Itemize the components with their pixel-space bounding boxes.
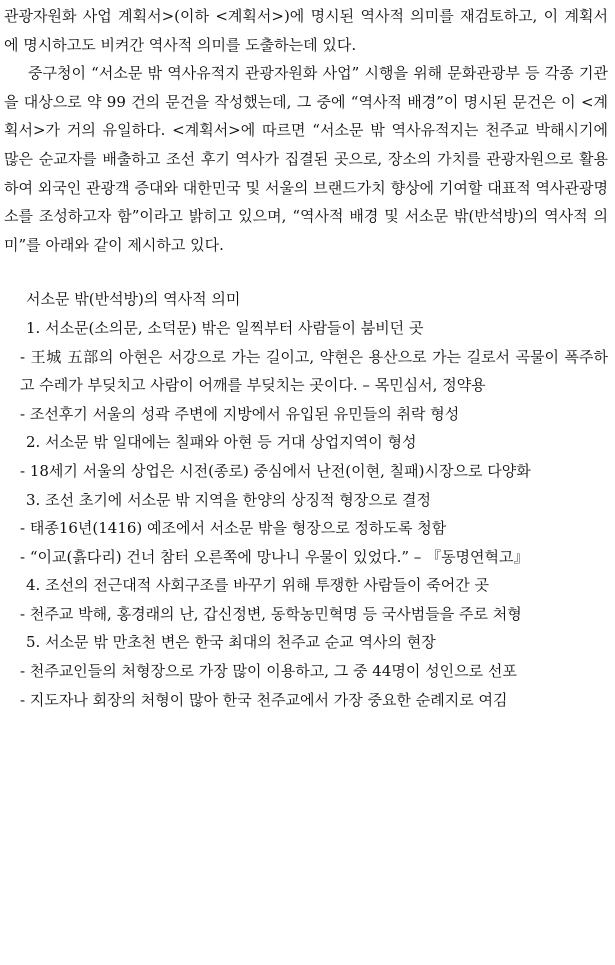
item-3-detail-1: - 태종16년(1416) 예조에서 서소문 밖을 형장으로 정하도록 청함 <box>20 519 447 538</box>
item-3-title: 3. 조선 초기에 서소문 밖 지역을 한양의 상징적 형장으로 결정 <box>26 490 431 509</box>
item-1-detail-2: - 조선후기 서울의 성곽 주변에 지방에서 유입된 유민들의 취락 형성 <box>20 404 460 423</box>
section-heading: 서소문 밖(반석방)의 역사적 의미 <box>26 290 241 309</box>
item-4-detail-1: - 천주교 박해, 홍경래의 난, 갑신정변, 동학농민혁명 등 국사범들을 주로 처형 <box>20 604 522 623</box>
item-5-detail-2: - 지도자나 회장의 처형이 많아 한국 천주교에서 가장 중요한 순례지로 여김 <box>20 690 508 709</box>
item-2-title: 2. 서소문 밖 일대에는 칠패와 아현 등 거대 상업지역이 형성 <box>26 433 417 452</box>
item-1-detail-1: - 王城 五部의 아현은 서강으로 가는 길이고, 약현은 용산으로 가는 길로서 곡물이 폭주하고 수레가 부딪치고 사람이 어깨를 부딪치는 곳이다. – 목민심서, 정약용 <box>20 347 608 395</box>
item-5-title: 5. 서소문 밖 만초천 변은 한국 최대의 천주교 순교 역사의 현장 <box>26 633 436 652</box>
background-paragraph: 중구청이 “서소문 밖 역사유적지 관광자원화 사업” 시행을 위해 문화관광부 등 각종 기관을 대상으로 약 99 건의 문건을 작성했는데, 그 중에 “역사적 배경”이 명시된 문건은 이 <계획서>가 거의 유일하다. <계획서>에 따르면 “서소문 밖 역사유적지는 천주교 박해시기에 많은 순교자를 배출하고 조선 후기 역사가 집결된 곳으로, 장소의 가치를 관광자원으로 활용하여 외국인 관광객 증대와 대한민국 및 서울의 브랜드가치 향상에 기여할 대표적 역사관광명소를 조성하고자 함”이라고 밝히고 있으며, “역사적 배경 및 서소문 밖(반석방)의 역사적 의미”를 아래와 같이 제시하고 있다. <box>4 64 608 254</box>
item-1-title: 1. 서소문(소의문, 소덕문) 밖은 일찍부터 사람들이 붐비던 곳 <box>26 318 424 337</box>
item-5-detail-1: - 천주교인들의 처형장으로 가장 많이 이용하고, 그 중 44명이 성인으로 선포 <box>20 662 517 681</box>
section-spacer <box>4 259 608 285</box>
intro-paragraph-continuation: 관광자원화 사업 계획서>(이하 <계획서>)에 명시된 역사적 의미를 재검토하고, 이 계획서에 명시하고도 비켜간 역사적 의미를 도출하는데 있다. <box>4 7 608 54</box>
item-3-detail-2: - “이교(흙다리) 건너 참터 오른쪽에 망나니 우물이 있었다.” – 『동명연혁고』 <box>20 547 529 566</box>
item-2-detail-1: - 18세기 서울의 상업은 시전(종로) 중심에서 난전(이현, 칠패)시장으로 다양화 <box>20 461 531 480</box>
item-4-title: 4. 조선의 전근대적 사회구조를 바꾸기 위해 투쟁한 사람들이 죽어간 곳 <box>26 576 489 595</box>
